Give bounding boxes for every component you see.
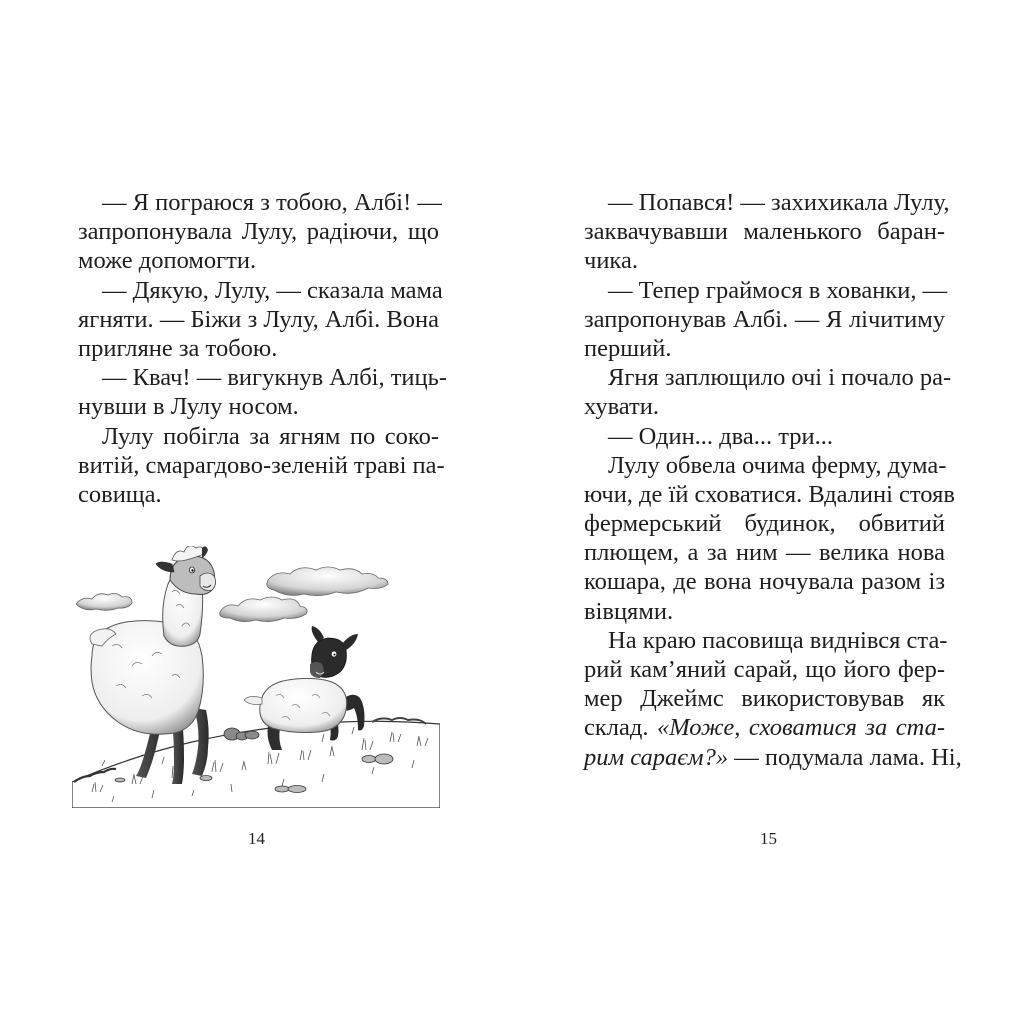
left-page-text <box>78 188 447 509</box>
text-line: рий кам’яний сарай, що його фер- <box>584 656 945 683</box>
right-page <box>512 0 1024 1024</box>
text-line: — Попався! — захихикала Лулу, <box>608 189 950 216</box>
text-line: фермерський будинок, обвитий <box>584 510 945 538</box>
llama-lamb-illustration <box>72 546 440 808</box>
text-line: — Один... два... три... <box>608 422 834 450</box>
text-line: витій, смарагдово-зеленій траві па- <box>78 451 445 479</box>
text-line: нувши в Лулу носом. <box>78 393 299 421</box>
text-line: може допомогти. <box>78 247 257 275</box>
text-line: совища. <box>78 480 162 508</box>
text-line: запропонувала Лулу, радіючи, що <box>78 218 439 246</box>
text-line: запропонував Албі. — Я лічитиму <box>584 305 945 333</box>
text-line: — Тепер граймося в хованки, — <box>608 276 948 304</box>
text-line: кошара, де вона ночувала разом із <box>584 568 945 596</box>
plain-text: — подумала лама. Ні, <box>728 743 962 771</box>
text-line: перший. <box>584 334 672 362</box>
italic-thought: «Може, сховатися за ста- <box>656 714 945 742</box>
plain-text: склад. <box>584 714 657 742</box>
text-line: ягняти. — Біжи з Лулу, Албі. Вона <box>78 305 439 333</box>
text-line: плющем, а за ним — велика нова <box>584 539 945 567</box>
text-line: — Дякую, Лулу, — сказала мама <box>102 276 443 304</box>
page-number: 14 <box>248 829 265 848</box>
text-line: мер Джеймс використовував як <box>584 685 945 713</box>
text-line: На краю пасовища виднівся ста- <box>608 626 948 654</box>
text-line: вівцями. <box>584 597 674 625</box>
text-line: — Я пограюся з тобою, Албі! — <box>102 189 442 216</box>
text-line: пригляне за тобою. <box>78 334 278 362</box>
text-line-mixed <box>584 713 945 742</box>
text-line: Ягня заплющило очі і почало ра- <box>608 364 952 392</box>
text-line: Лулу обвела очима ферму, дума- <box>608 451 947 479</box>
right-page-text <box>584 188 962 772</box>
text-line-mixed <box>584 743 962 772</box>
text-line: ючи, де їй сховатися. Вдалині стояв <box>584 480 955 508</box>
text-line: хувати. <box>584 393 659 421</box>
text-line: чика. <box>584 247 638 275</box>
cloud <box>76 567 388 622</box>
text-line: заквачувавши маленького баран- <box>584 218 945 246</box>
italic-thought: рим сараєм?» <box>584 743 729 771</box>
page-number: 15 <box>760 829 777 848</box>
text-line: Лулу побігла за ягням по соко- <box>102 422 439 450</box>
text-line: — Квач! — вигукнув Албі, тиць- <box>102 364 447 392</box>
